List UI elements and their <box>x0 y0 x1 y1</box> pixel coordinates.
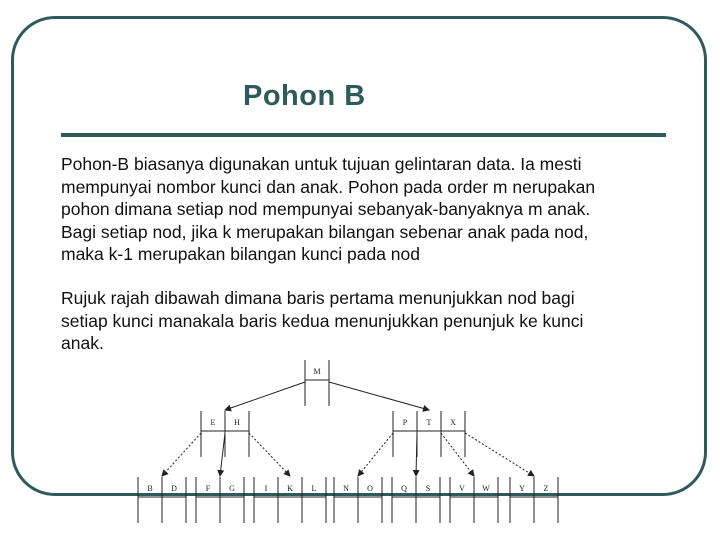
tree-pointer-arrow <box>358 433 393 476</box>
slide-title: Pohon B <box>243 80 366 112</box>
node-key: W <box>482 484 490 493</box>
node-key: N <box>343 484 349 493</box>
tree-node <box>450 477 498 523</box>
tree-pointer-arrow <box>441 433 474 476</box>
node-key: P <box>402 418 408 427</box>
tree-node <box>334 477 382 523</box>
tree-node <box>196 477 244 523</box>
tree-pointer-arrow <box>220 433 225 476</box>
node-key: S <box>425 484 431 493</box>
tree-edges <box>162 382 534 476</box>
tree-nodes <box>138 360 558 523</box>
node-key: V <box>459 484 465 493</box>
node-key: B <box>147 484 153 493</box>
node-key: K <box>287 484 293 493</box>
tree-node <box>254 477 326 523</box>
tree-pointer-arrow <box>465 433 534 476</box>
tree-node <box>138 477 186 523</box>
paragraph-line: Rujuk rajah dibawah dimana baris pertama menunjukkan nod bagi <box>61 288 575 308</box>
node-key: Q <box>401 484 407 493</box>
node-key: X <box>450 418 456 427</box>
node-key: D <box>171 484 177 493</box>
node-key: F <box>205 484 211 493</box>
tree-pointer-arrow <box>249 433 290 476</box>
paragraph-line: maka k-1 merupakan bilangan kunci pada nod <box>61 244 420 264</box>
paragraph-line: Bagi setiap nod, jika k merupakan bilangan sebenar anak pada nod, <box>61 221 589 242</box>
node-key: H <box>234 418 240 427</box>
tree-node <box>201 411 249 457</box>
tree-pointer-arrow <box>329 382 429 410</box>
tree-pointer-arrow <box>162 433 201 476</box>
tree-node <box>510 477 558 523</box>
node-key: Y <box>519 484 525 493</box>
node-key: O <box>367 484 373 493</box>
paragraph-line: setiap kunci manakala baris kedua menunjukkan penunjuk ke kunci <box>61 310 584 331</box>
paragraph-line: pohon dimana setiap nod mempunyai sebanyak-banyaknya m anak. <box>61 199 591 219</box>
paragraph-line: anak. <box>61 333 104 353</box>
tree-node <box>392 477 440 523</box>
node-key: M <box>313 367 321 376</box>
paragraph-line: mempunyai nombor kunci dan anak. Pohon pada order m nerupakan <box>61 176 596 197</box>
tree-node <box>305 360 329 406</box>
node-key: G <box>229 484 235 493</box>
node-key: L <box>311 484 317 493</box>
node-key: Z <box>543 484 549 493</box>
node-key: E <box>210 418 216 427</box>
paragraph-line: Pohon-B biasanya digunakan untuk tujuan gelintaran data. Ia mesti <box>61 154 582 174</box>
tree-pointer-arrow <box>225 382 305 410</box>
node-key: T <box>426 418 432 427</box>
node-key: I <box>264 484 268 493</box>
